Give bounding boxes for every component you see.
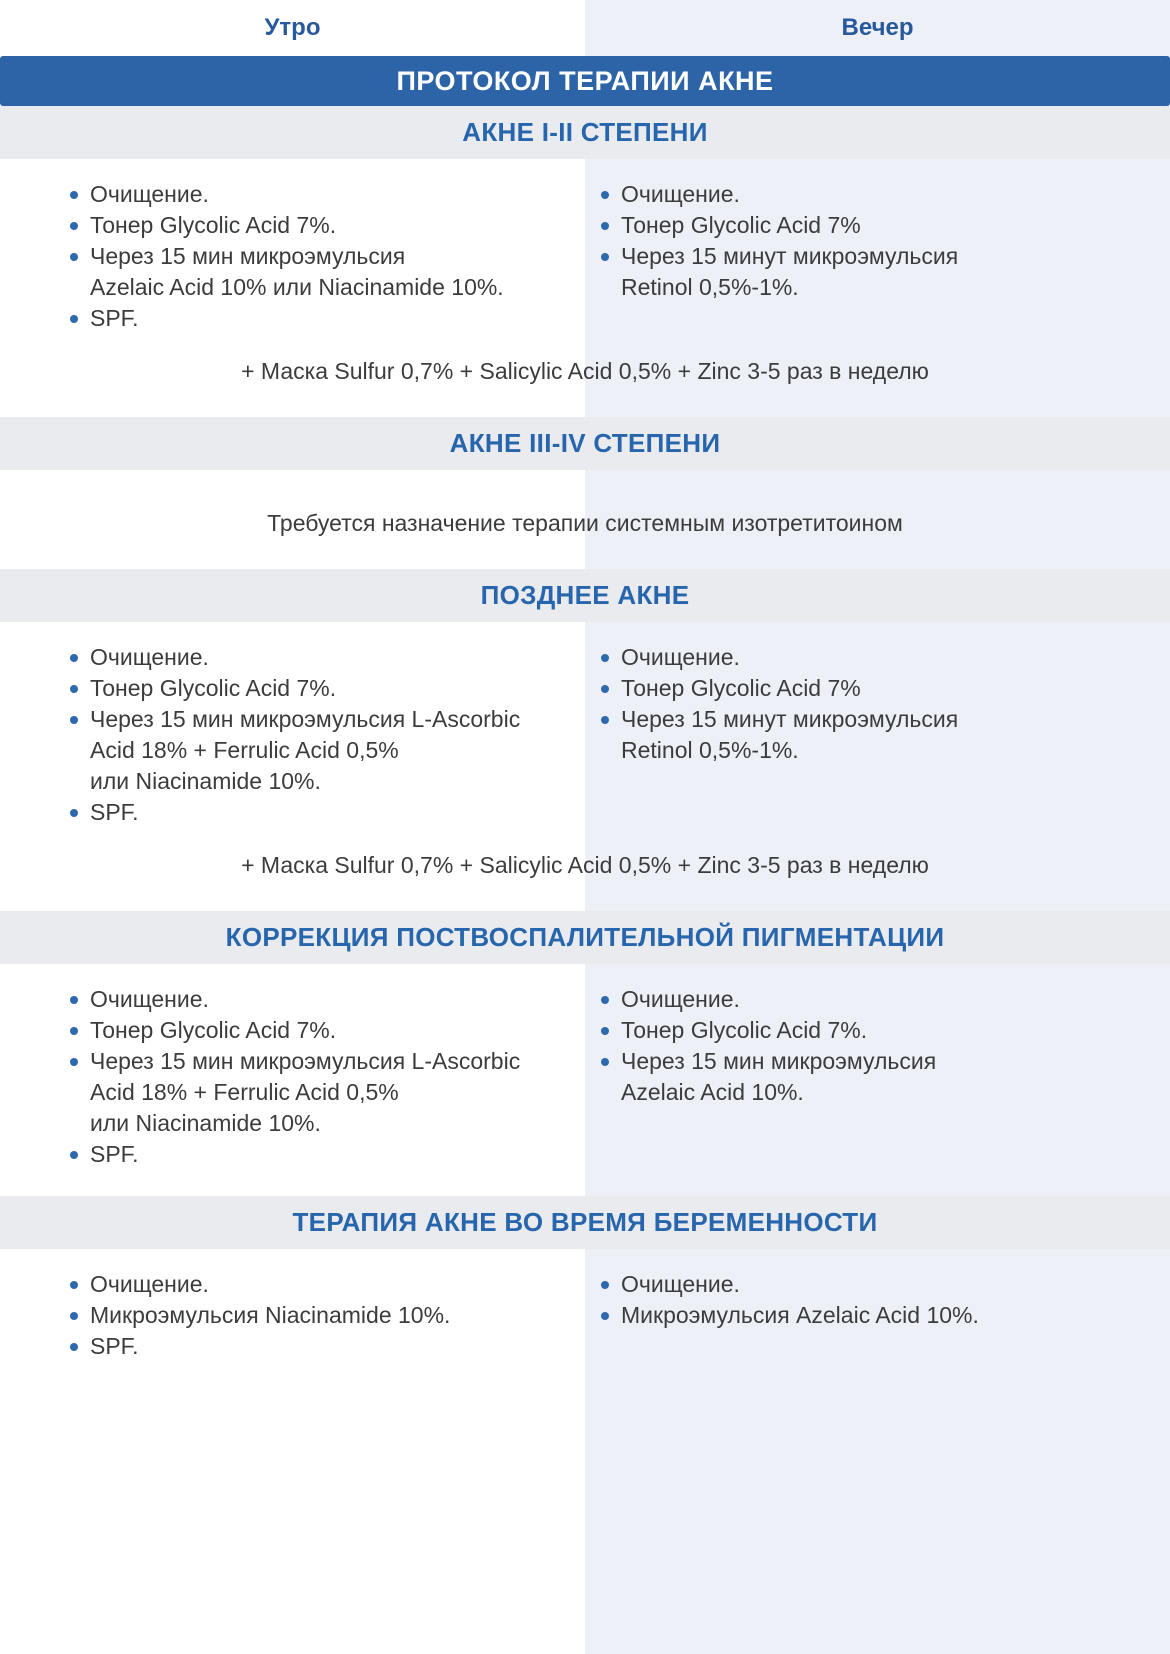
evening-list <box>585 642 1170 828</box>
bullet-item <box>601 984 1140 1015</box>
bullet-item <box>70 1046 555 1139</box>
bullet-line: SPF. <box>90 1141 139 1167</box>
bullet-line: Через 15 мин микроэмульсия L-Ascorbic <box>90 1048 521 1074</box>
bullet-line: Тонер Glycolic Acid 7%. <box>90 212 337 238</box>
bullet-item <box>601 179 1140 210</box>
bullet-item <box>70 210 555 241</box>
bullet-item <box>70 241 555 303</box>
bullet-line: SPF. <box>90 305 139 331</box>
bullet-item <box>70 1331 555 1362</box>
section-acne-3-4 <box>0 417 1170 539</box>
column-headers <box>0 0 1170 56</box>
section-title-band <box>0 1196 1170 1249</box>
section-title: АКНЕ I-II СТЕПЕНИ <box>462 117 708 147</box>
bullet-line: Очищение. <box>621 986 740 1012</box>
section-title-band <box>0 106 1170 159</box>
bullet-line: Через 15 минут микроэмульсия <box>621 706 959 732</box>
document-title: ПРОТОКОЛ ТЕРАПИИ АКНЕ <box>396 65 774 96</box>
weekly-mask-note: + Маска Sulfur 0,7% + Salicylic Acid 0,5% + Zinc 3-5 раз в неделю <box>241 852 929 878</box>
column-header-morning: Утро <box>264 14 321 41</box>
section-title-band <box>0 569 1170 622</box>
bullet-line: Очищение. <box>90 1271 209 1297</box>
bullet-item <box>70 704 555 797</box>
bullet-line: Acid 18% + Ferrulic Acid 0,5% <box>90 737 399 763</box>
bullet-item <box>601 642 1140 673</box>
morning-list <box>0 984 585 1170</box>
bullet-item <box>70 1300 555 1331</box>
bullet-line: или Niacinamide 10%. <box>90 1110 321 1136</box>
section-pregnancy-therapy <box>0 1196 1170 1362</box>
bullet-line: SPF. <box>90 799 139 825</box>
morning-list <box>0 1269 585 1362</box>
section-title-band <box>0 417 1170 470</box>
weekly-mask-note: + Маска Sulfur 0,7% + Salicylic Acid 0,5% + Zinc 3-5 раз в неделю <box>241 358 929 384</box>
bullet-line: Очищение. <box>621 1271 740 1297</box>
morning-list <box>0 642 585 828</box>
section-late-acne <box>0 569 1170 881</box>
bullet-item <box>70 303 555 334</box>
bullet-line: Через 15 мин микроэмульсия L-Ascorbic <box>90 706 521 732</box>
bullet-line: Retinol 0,5%-1%. <box>621 737 799 763</box>
bullet-line: Тонер Glycolic Acid 7%. <box>621 1017 868 1043</box>
section-columns <box>0 622 1170 828</box>
bullet-line: Очищение. <box>90 644 209 670</box>
bullet-line: Очищение. <box>621 644 740 670</box>
bullet-line: Через 15 минут микроэмульсия <box>621 243 959 269</box>
section-columns <box>0 964 1170 1170</box>
section-title: АКНЕ III-IV СТЕПЕНИ <box>449 428 721 458</box>
bullet-line: Тонер Glycolic Acid 7% <box>621 212 861 238</box>
bullet-line: Микроэмульсия Azelaic Acid 10%. <box>621 1302 979 1328</box>
bullet-item <box>601 673 1140 704</box>
bullet-line: Тонер Glycolic Acid 7% <box>621 675 861 701</box>
bullet-line: Acid 18% + Ferrulic Acid 0,5% <box>90 1079 399 1105</box>
bullet-item <box>70 984 555 1015</box>
bullet-line: Очищение. <box>621 181 740 207</box>
bullet-line: Тонер Glycolic Acid 7%. <box>90 675 337 701</box>
bullet-item <box>70 1269 555 1300</box>
bullet-item <box>70 1015 555 1046</box>
systemic-therapy-note: Требуется назначение терапии системным изотретитоином <box>267 510 903 536</box>
bullet-item <box>601 1269 1140 1300</box>
document-title-banner <box>0 56 1170 106</box>
bullet-line: Azelaic Acid 10%. <box>621 1079 804 1105</box>
bullet-item <box>70 179 555 210</box>
bullet-item <box>601 1015 1140 1046</box>
bullet-item <box>601 704 1140 766</box>
bullet-line: SPF. <box>90 1333 139 1359</box>
bullet-item <box>601 1046 1140 1108</box>
bullet-line: Очищение. <box>90 986 209 1012</box>
bullet-item <box>601 241 1140 303</box>
bullet-item <box>70 642 555 673</box>
evening-list <box>585 984 1170 1170</box>
bullet-line: Очищение. <box>90 181 209 207</box>
section-columns <box>0 159 1170 334</box>
bullet-item <box>70 673 555 704</box>
bullet-line: или Niacinamide 10%. <box>90 768 321 794</box>
section-title-band <box>0 911 1170 964</box>
section-title: КОРРЕКЦИЯ ПОСТВОСПАЛИТЕЛЬНОЙ ПИГМЕНТАЦИИ <box>225 922 945 952</box>
morning-list <box>0 179 585 334</box>
bullet-item <box>70 1139 555 1170</box>
bullet-line: Микроэмульсия Niacinamide 10%. <box>90 1302 451 1328</box>
evening-list <box>585 179 1170 334</box>
section-title: ТЕРАПИЯ АКНЕ ВО ВРЕМЯ БЕРЕМЕННОСТИ <box>292 1207 878 1237</box>
bullet-line: Через 15 мин микроэмульсия <box>90 243 406 269</box>
bullet-line: Через 15 мин микроэмульсия <box>621 1048 937 1074</box>
section-title: ПОЗДНЕЕ АКНЕ <box>480 580 690 610</box>
column-header-evening: Вечер <box>841 14 914 41</box>
bullet-item <box>601 1300 1140 1331</box>
section-acne-1-2 <box>0 106 1170 387</box>
section-columns <box>0 1249 1170 1362</box>
bullet-line: Retinol 0,5%-1%. <box>621 274 799 300</box>
evening-list <box>585 1269 1170 1362</box>
section-pigmentation-correction <box>0 911 1170 1170</box>
bullet-line: Azelaic Acid 10% или Niacinamide 10%. <box>90 274 504 300</box>
bullet-item <box>601 210 1140 241</box>
bullet-line: Тонер Glycolic Acid 7%. <box>90 1017 337 1043</box>
bullet-item <box>70 797 555 828</box>
